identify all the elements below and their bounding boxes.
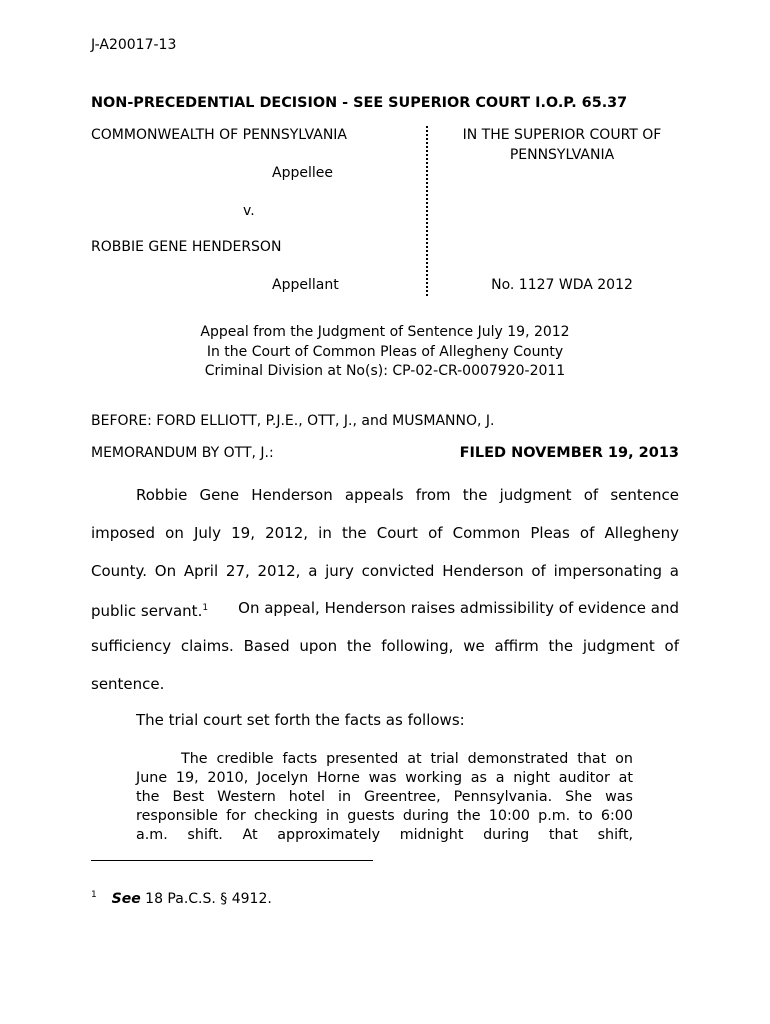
non-precedential-notice: NON-PRECEDENTIAL DECISION - SEE SUPERIOR COURT I.O.P. 65.37 [91,95,628,111]
opinion-line [91,599,208,620]
caption-divider [426,126,428,296]
footnote-divider [91,860,373,861]
appeal-line-1: Appeal from the Judgment of Sentence July 19, 2012 [200,324,570,340]
opinion-line: sufficiency claims. Based upon the following, we affirm the judgment of [91,637,679,655]
opinion-line: sentence. [91,675,165,693]
footnote-reference[interactable]: 1 [202,603,209,613]
appellee-name: COMMONWEALTH OF PENNSYLVANIA [91,127,348,143]
citation-signal: See [111,891,141,907]
versus: v. [243,203,255,219]
quote-intro: The trial court set forth the facts as follows: [136,711,465,729]
filed-date: FILED NOVEMBER 19, 2013 [459,445,679,461]
block-quote-line: The credible facts presented at trial demonstrated that on [181,751,633,767]
court-name-line1: IN THE SUPERIOR COURT OF [462,127,662,143]
memorandum-author: MEMORANDUM BY OTT, J.: [91,445,274,461]
case-number: No. 1127 WDA 2012 [491,277,633,293]
block-quote-line: responsible for checking in guests during the 10:00 p.m. to 6:00 [136,808,633,824]
opinion-line: imposed on July 19, 2012, in the Court of Common Pleas of Allegheny [91,524,679,542]
footnote [91,886,272,908]
opinion-text: public servant. [91,602,203,620]
court-name-line2: PENNSYLVANIA [509,147,615,163]
appellant-name: ROBBIE GENE HENDERSON [91,239,282,255]
panel-before: BEFORE: FORD ELLIOTT, P.J.E., OTT, J., and MUSMANNO, J. [91,413,495,429]
footnote-citation: 18 Pa.C.S. § 4912. [145,891,272,907]
appeal-line-2: In the Court of Common Pleas of Allegheny County [206,344,564,360]
block-quote-line: a.m. shift. At approximately midnight during that shift, [136,827,633,843]
footnote-marker: 1 [91,890,97,900]
appellee-role: Appellee [272,165,333,181]
opinion-line: On appeal, Henderson raises admissibility of evidence and [238,599,679,617]
block-quote-line: the Best Western hotel in Greentree, Pennsylvania. She was [136,789,633,805]
docket-number: J-A20017-13 [91,37,177,53]
appeal-line-3: Criminal Division at No(s): CP-02-CR-0007920-2011 [204,363,566,379]
appellant-role: Appellant [272,277,339,293]
opinion-line: Robbie Gene Henderson appeals from the judgment of sentence [136,486,679,504]
block-quote-line: June 19, 2010, Jocelyn Horne was working as a night auditor at [136,770,633,786]
opinion-line: County. On April 27, 2012, a jury convicted Henderson of impersonating a [91,562,679,580]
